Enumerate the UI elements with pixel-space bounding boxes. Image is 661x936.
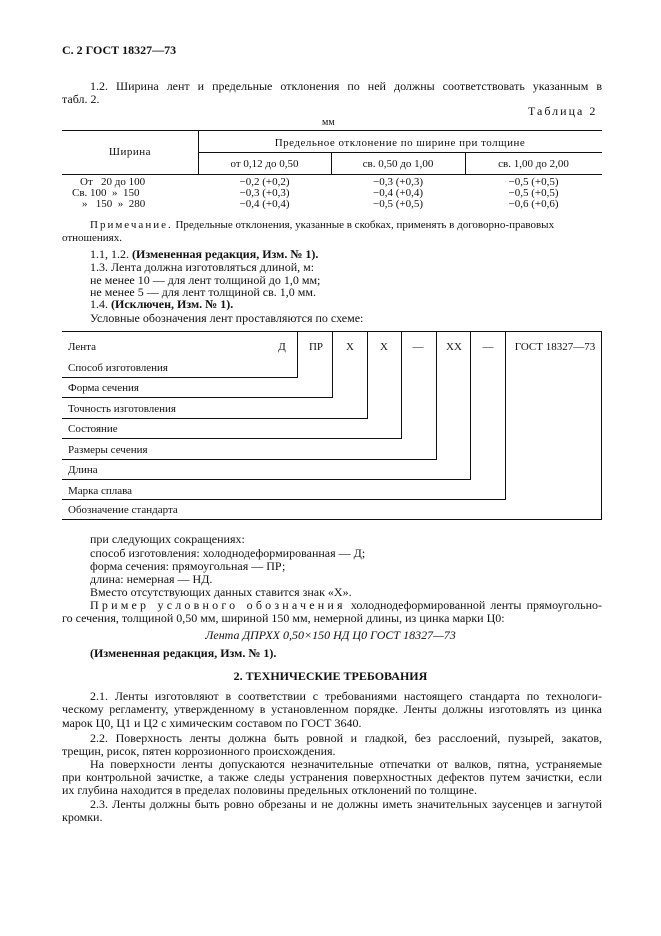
- table-header-width: Ширина: [108, 146, 152, 158]
- paragraph-1-4: 1.4. (Исключен, Изм. № 1).: [90, 297, 234, 311]
- abbr-item: форма сечения: прямоугольная — ПР;: [90, 559, 286, 573]
- paragraph-2-2-line3: На поверхности ленты допускаются незначительные отпечатки от валков, пятна, устраняемые: [90, 757, 602, 771]
- scheme-label: Точность изготовления: [68, 403, 176, 415]
- table-cell: −0,4 (+0,4): [239, 198, 290, 210]
- table-cell: −0,5 (+0,5): [373, 198, 423, 210]
- scheme-label: Марка сплава: [68, 485, 133, 497]
- table-subheader: от 0,12 до 0,50: [230, 158, 299, 170]
- paragraph-2-2-line4: при контрольной зачистке, а также следы устранения поверхностных дефектов путем зачистки, если: [62, 770, 602, 784]
- table-cell: −0,3 (+0,3): [239, 187, 290, 199]
- example-line1: Пример условного обозначения холоднодеформированной ленты прямоугольно-: [90, 598, 602, 612]
- table-unit: мм: [322, 117, 335, 128]
- section-2-title: 2. ТЕХНИЧЕСКИЕ ТРЕБОВАНИЯ: [233, 669, 428, 683]
- abbr-intro: при следующих сокращениях:: [90, 532, 245, 546]
- scheme-code: ХХ: [446, 341, 462, 353]
- table-row-label: Св. 100 » 150: [72, 187, 140, 199]
- example-formula: Лента ДПРХХ 0,50×150 НД Ц0 ГОСТ 18327—73: [205, 628, 456, 642]
- table-subheader: св. 0,50 до 1,00: [362, 158, 434, 170]
- amendment-note-1: 1.1, 1.2. (Измененная редакция, Изм. № 1).: [90, 247, 319, 261]
- paragraph-2-1-line1: 2.1. Ленты изготовляют в соответствии с требованиями настоящего стандарта по технологи-: [90, 689, 602, 703]
- paragraph-1-2-line1: 1.2. Ширина лент и предельные отклонения по ней должны соответствовать указанным в: [90, 79, 602, 93]
- scheme-code: Х: [346, 341, 354, 353]
- scheme-first-word: Лента: [68, 341, 96, 353]
- abbr-item: способ изготовления: холоднодеформированная — Д;: [90, 546, 366, 560]
- scheme-code: Х: [380, 341, 388, 353]
- table-cell: −0,5 (+0,5): [508, 187, 559, 199]
- paragraph-2-3-line2: кромки.: [62, 810, 103, 824]
- table-cell: −0,5 (+0,5): [508, 176, 559, 188]
- paragraph-2-1-line2: ческому регламенту, утвержденному в установленном порядке. Ленты должны изготовлять из цинка: [62, 702, 602, 716]
- paragraph-2-2-line1: 2.2. Поверхность ленты должна быть ровной и гладкой, без расслоений, пузырей, закатов,: [90, 731, 602, 745]
- paragraph-2-2-line2: трещин, рисок, пятен коррозионного происхождения.: [62, 744, 336, 758]
- paragraph-2-2-line5: их глубина находится в пределах половины предельных отклонений по толщине.: [62, 783, 478, 797]
- scheme-label: Состояние: [68, 423, 118, 435]
- paragraph-2-1-line3: марок Ц0, Ц1 и Ц2 с химическим составом по ГОСТ 3640.: [62, 716, 362, 730]
- scheme-label: Длина: [68, 464, 98, 476]
- scheme-code: Д: [278, 341, 286, 353]
- table-row-label: » 150 » 280: [82, 198, 146, 210]
- table-cell: −0,2 (+0,2): [239, 176, 290, 188]
- paragraph-2-3-line1: 2.3. Ленты должны быть ровно обрезаны и не должны иметь значительных заусенцев и загнутой: [90, 797, 602, 811]
- scheme-label: Обозначение стандарта: [68, 504, 178, 516]
- table-note-line1: Примечание. Предельные отклонения, указанные в скобках, применять в договорно-правовых: [90, 219, 555, 231]
- table-cell: −0,3 (+0,3): [373, 176, 423, 188]
- table-header-group: Предельное отклонение по ширине при толщине: [274, 137, 526, 149]
- paragraph-scheme-intro: Условные обозначения лент проставляются по схеме:: [90, 311, 364, 325]
- example-line2: го сечения, толщиной 0,50 мм, шириной 150 мм, немерной длины, из цинка марки Ц0:: [62, 611, 505, 625]
- paragraph-1-3: 1.3. Лента должна изготовляться длиной, м:: [90, 260, 315, 274]
- scheme-code: ПР: [308, 341, 324, 353]
- table-cell: −0,6 (+0,6): [508, 198, 559, 210]
- abbr-item: Вместо отсутствующих данных ставится знак «Х».: [90, 585, 352, 599]
- page-header: С. 2 ГОСТ 18327—73: [62, 43, 177, 57]
- table-row-label: От 20 до 100: [80, 176, 146, 188]
- table-caption: Таблица 2: [528, 104, 598, 118]
- table-note-line2: отношениях.: [62, 232, 122, 244]
- scheme-code: ГОСТ 18327—73: [514, 341, 596, 353]
- paragraph-1-3-item: не менее 5 — для лент толщиной св. 1,0 мм.: [90, 285, 316, 299]
- scheme-label: Способ изготовления: [68, 362, 168, 374]
- abbr-item: длина: немерная — НД.: [90, 572, 213, 586]
- paragraph-1-3-item: не менее 10 — для лент толщиной до 1,0 мм;: [90, 273, 321, 287]
- scheme-label: Форма сечения: [68, 382, 139, 394]
- scheme-code: —: [412, 341, 424, 353]
- amendment-note-2: (Измененная редакция, Изм. № 1).: [90, 646, 277, 660]
- scheme-code: —: [482, 341, 494, 353]
- table-subheader: св. 1,00 до 2,00: [498, 158, 569, 170]
- table-cell: −0,4 (+0,4): [373, 187, 423, 199]
- paragraph-1-2-line2: табл. 2.: [62, 92, 100, 106]
- scheme-label: Размеры сечения: [68, 444, 148, 456]
